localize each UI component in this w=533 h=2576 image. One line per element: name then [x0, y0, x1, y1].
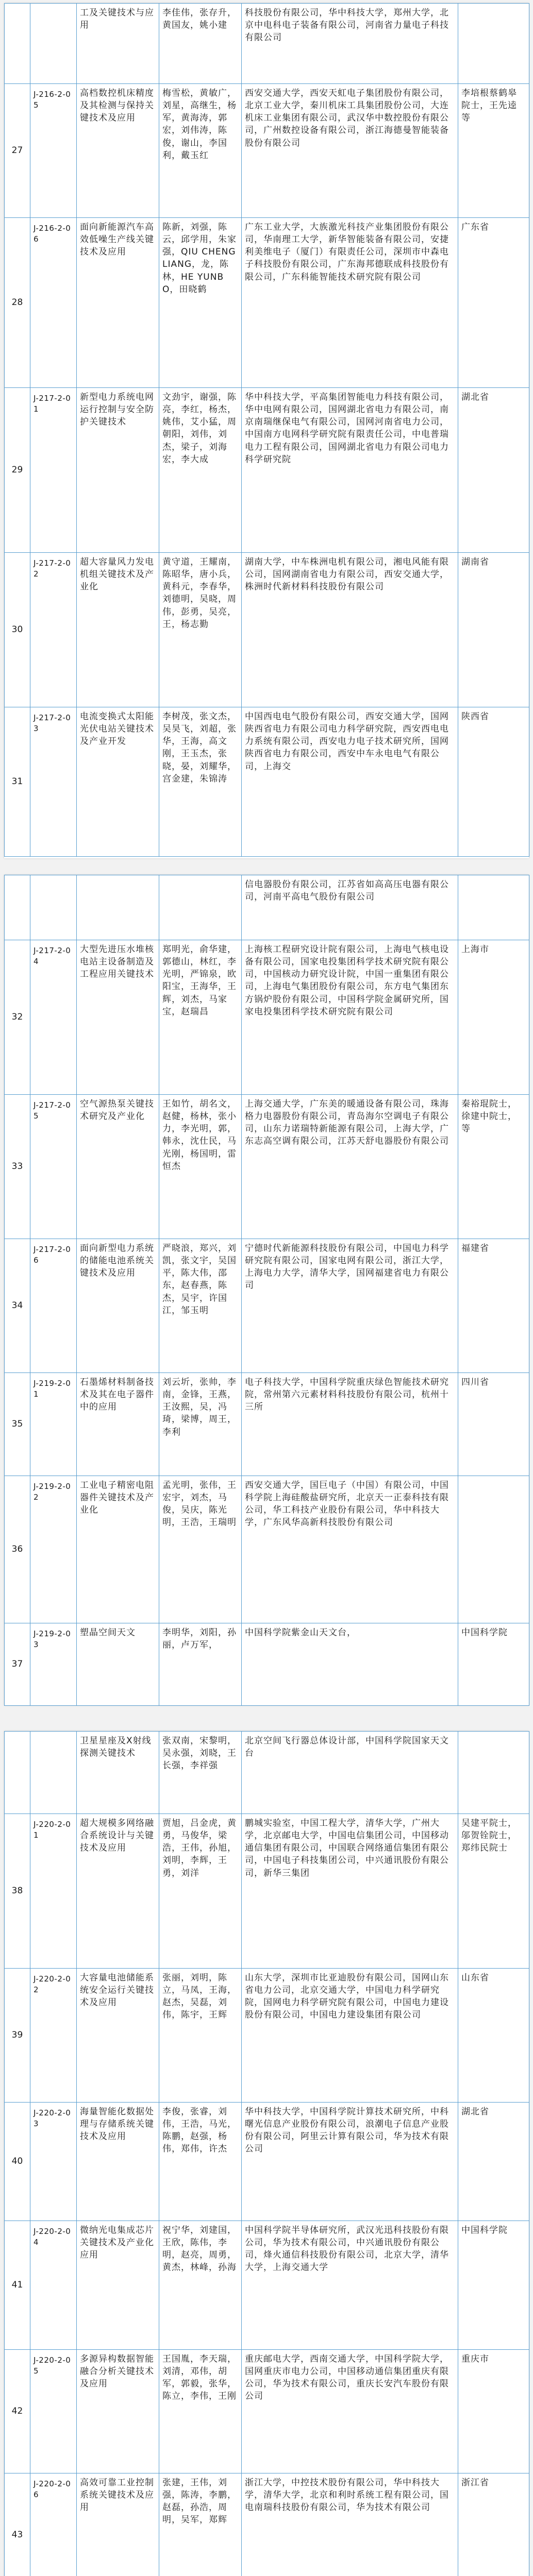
cell-people: 李明华，刘阳，孙丽，卢万军，	[159, 1623, 242, 1706]
cell-no: 43	[5, 2473, 30, 2576]
cell-title: 超大规模多网络融合系统设计与关键技术及应用	[77, 1814, 159, 1969]
cell-recommender: 重庆市	[458, 2350, 529, 2473]
cell-orgs: 华中科技大学，中国科学院计算技术研究所，中科曙光信息产业股份有限公司，浪潮电子信息产业股份有限公司，阿里云计算有限公司，华为技术有限公司	[242, 2103, 458, 2221]
cell-no: 32	[5, 940, 30, 1095]
cell-recommender: 湖北省	[458, 388, 529, 553]
table-row	[5, 2350, 529, 2473]
cell-code	[30, 4, 77, 84]
cell-orgs: 西安交通大学，国巨电子（中国）有限公司，中国科学院上海硅酸盐研究所，北京天一正泰科技有限公司，华工科技产业股份有限公司，华中科技大学，广东风华高新科技股份有限公司	[242, 1476, 458, 1623]
cell-no	[5, 4, 30, 84]
cell-people	[159, 875, 242, 940]
cell-code: J-220-2-03	[30, 2103, 77, 2221]
cell-no: 36	[5, 1476, 30, 1623]
cell-recommender	[458, 1476, 529, 1623]
cell-people: 张建，王伟，刘强，陈涛，李鹏，赵磊，孙浩，周明，吴军，郑辉	[159, 2473, 242, 2576]
cell-recommender: 中国科学院	[458, 1623, 529, 1706]
cell-no: 40	[5, 2103, 30, 2221]
cell-code: J-220-2-02	[30, 1969, 77, 2103]
table-row	[5, 1095, 529, 1239]
table-row	[5, 553, 529, 707]
cell-people: 刘云圻，张帅，李南，金锋，王燕，王汝熙，吴，冯琦，梁博，周王，李利	[159, 1373, 242, 1476]
table-row	[5, 1814, 529, 1969]
cell-code: J-217-2-04	[30, 940, 77, 1095]
cell-recommender	[458, 1732, 529, 1814]
cell-people: 张丽，刘明，陈立，马凤，王海，赵杰，吴磊，刘伟，陈宇，王辉	[159, 1969, 242, 2103]
cell-orgs: 电子科技大学，中国科学院重庆绿色智能技术研究院，常州第六元素材料科技股份有限公司，杭州十三所	[242, 1373, 458, 1476]
cell-orgs: 中国科学院紫金山天文台，	[242, 1623, 458, 1706]
cell-code	[30, 875, 77, 940]
cell-people: 黄守道，王耀南，陈昭华，唐小兵，黄科元，李春华，刘德明，吴晓，周伟，彭勇，吴亮，王，杨志勤	[159, 553, 242, 707]
cell-no: 41	[5, 2221, 30, 2350]
cell-people: 梅雪松，黄敏广，刘星，高继生，杨军，黄海涛，郭宏，刘伟涛，陈俊，谢山，李国利，戴玉红	[159, 84, 242, 218]
table-row	[5, 1476, 529, 1623]
cell-no: 34	[5, 1239, 30, 1373]
cell-recommender: 浙江省	[458, 2473, 529, 2576]
table-row	[5, 1239, 529, 1373]
cell-title: 大型先进压水堆核电站主设备制造及工程应用关键技术	[77, 940, 159, 1095]
cell-recommender	[458, 875, 529, 940]
cell-code: J-217-2-06	[30, 1239, 77, 1373]
cell-no: 27	[5, 84, 30, 218]
cell-orgs: 上海核工程研究设计院有限公司，上海电气核电设备有限公司，国家电投集团科学技术研究院有限公司，中国核动力研究设计院，中国一重集团有限公司，上海电气集团股份有限公司，东方电气集团东方锅炉股份有限公司，中国科学院金属研究所，国家电投集团科学技术研究院有限公司	[242, 940, 458, 1095]
cell-code: J-217-2-02	[30, 553, 77, 707]
cell-recommender: 秦裕琨院士，徐建中院士，等	[458, 1095, 529, 1239]
cell-no: 35	[5, 1373, 30, 1476]
cell-people: 郑明光，俞华建，郭德山，林红，李光明，严锦泉，欧阳宝，王海华，王辉，刘杰，马家宝，赵瑞昌	[159, 940, 242, 1095]
cell-code: J-219-2-02	[30, 1476, 77, 1623]
cell-orgs: 湖南大学，中车株洲电机有限公司，湘电风能有限公司，国网湖南省电力有限公司，西安交通大学，株洲时代新材料科技股份有限公司	[242, 553, 458, 707]
cell-people: 陈新，刘强，陈云，邱学用，朱家强，QIU CHENGLIANG，龙，陈林，HE YUNBO，田晓鹤	[159, 218, 242, 388]
cell-people: 李树茂，张文杰，吴昊飞，刘超，张华，王海，高文刚，王玉杰，张晓，晏，刘耀华，宫金建，朱锦涛	[159, 707, 242, 857]
cell-no: 42	[5, 2350, 30, 2473]
cell-people: 贾旭，吕金虎，黄勇，马俊华，梁浩，王伟，孙旭，刘明，李辉，王勇，刘洋	[159, 1814, 242, 1969]
cell-people: 张双南，宋黎明，吴永强，刘晓，王长强，李祥强	[159, 1732, 242, 1814]
cell-no: 28	[5, 218, 30, 388]
cell-orgs: 中国西电电气股份有限公司，西安交通大学，国网陕西省电力有限公司电力科学研究院，西安西电电力系统有限公司，西安电力电子技术研究所，国网陕西省电力有限公司，西安中车永电电气有限公司，上海交	[242, 707, 458, 857]
cell-recommender: 湖南省	[458, 553, 529, 707]
results-table-1	[4, 3, 529, 857]
cell-title: 海量智能化数据处理与存储系统关键技术及应用	[77, 2103, 159, 2221]
cell-title: 面向新型电力系统的储能电池系统关键技术及应用	[77, 1239, 159, 1373]
cell-title: 电流变换式太阳能光伏电站关键技术及产业开发	[77, 707, 159, 857]
cell-title: 微纳光电集成芯片关键技术及产业化应用	[77, 2221, 159, 2350]
cell-code: J-220-2-04	[30, 2221, 77, 2350]
table-row	[5, 875, 529, 940]
cell-code: J-220-2-06	[30, 2473, 77, 2576]
cell-title: 新型电力系统电网运行控制与安全防护关键技术	[77, 388, 159, 553]
cell-orgs: 鹏城实验室，中国工程大学，清华大学，广州大学，北京邮电大学，中国电信集团公司，中国移动通信集团有限公司，中国联合网络通信集团有限公司，中国电子科技集团公司，中兴通讯股份有限公司，新华三集团	[242, 1814, 458, 1969]
cell-title: 空气源热泵关键技术研究及产业化	[77, 1095, 159, 1239]
cell-title: 超大容量风力发电机组关键技术及产业化	[77, 553, 159, 707]
table-row	[5, 388, 529, 553]
table-row	[5, 218, 529, 388]
cell-recommender	[458, 4, 529, 84]
cell-recommender: 广东省	[458, 218, 529, 388]
table-row	[5, 1373, 529, 1476]
table-row	[5, 2103, 529, 2221]
cell-title: 卫星星座及X射线探测关键技术	[77, 1732, 159, 1814]
table-row	[5, 1969, 529, 2103]
cell-no: 30	[5, 553, 30, 707]
cell-no	[5, 875, 30, 940]
table-row	[5, 1732, 529, 1814]
cell-code: J-220-2-05	[30, 2350, 77, 2473]
table-row	[5, 1623, 529, 1706]
cell-recommender: 山东省	[458, 1969, 529, 2103]
page-3	[4, 1731, 529, 2576]
cell-code: J-217-2-01	[30, 388, 77, 553]
table-row	[5, 84, 529, 218]
page-1	[4, 3, 529, 858]
cell-no: 39	[5, 1969, 30, 2103]
cell-code: J-219-2-01	[30, 1373, 77, 1476]
results-table-2	[4, 875, 529, 1706]
table-row	[5, 4, 529, 84]
cell-code: J-220-2-01	[30, 1814, 77, 1969]
cell-orgs: 科技股份有限公司，华中科技大学，郑州大学，北京中电科电子装备有限公司，河南省力量电子科技有限公司	[242, 4, 458, 84]
cell-title: 面向新能源汽车高效低噪生产线关键技术及应用	[77, 218, 159, 388]
cell-people: 文劲宇，谢强，陈亮，李红，杨杰，姚伟，艾小猛，周朝阳，刘伟，刘杰，梁子，刘海宏，李大成	[159, 388, 242, 553]
table-row	[5, 2473, 529, 2576]
cell-recommender: 四川省	[458, 1373, 529, 1476]
cell-code: J-217-2-03	[30, 707, 77, 857]
cell-title: 大容量电池储能系统安全运行关键技术及应用	[77, 1969, 159, 2103]
cell-orgs: 北京空间飞行器总体设计部，中国科学院国家天文台	[242, 1732, 458, 1814]
cell-orgs: 广东工业大学，大族激光科技产业集团股份有限公司，华南理工大学，新华智能装备有限公司，安捷利美维电子（厦门）有限责任公司，深圳市中森电子科技股份有限公司，广东海邦德联成科技股份有限公司，广东科能智能技术研究院有限公司	[242, 218, 458, 388]
table-row	[5, 940, 529, 1095]
cell-code: J-217-2-05	[30, 1095, 77, 1239]
cell-code: J-219-2-03	[30, 1623, 77, 1706]
cell-code	[30, 1732, 77, 1814]
cell-people: 李佳伟，张存升，黄国友，姚小建	[159, 4, 242, 84]
cell-title: 多源异构数据智能融合分析关键技术及应用	[77, 2350, 159, 2473]
page-2	[4, 875, 529, 1705]
cell-recommender: 上海市	[458, 940, 529, 1095]
cell-recommender: 福建省	[458, 1239, 529, 1373]
cell-recommender: 湖北省	[458, 2103, 529, 2221]
cell-no: 37	[5, 1623, 30, 1706]
cell-recommender: 李培根蔡鹤皋院士，王先逵等	[458, 84, 529, 218]
cell-orgs: 山东大学，深圳市比亚迪股份有限公司，国网山东省电力公司，北京交通大学，中国电力科学研究院，国网电力科学研究院有限公司，中国电力建设股份有限公司，中国电力建设集团有限公司	[242, 1969, 458, 2103]
cell-recommender: 陕西省	[458, 707, 529, 857]
cell-orgs: 中国科学院半导体研究所，武汉光迅科技股份有限公司，华为技术有限公司，中兴通讯股份有限公司，烽火通信科技股份有限公司，北京大学，清华大学，上海交通大学	[242, 2221, 458, 2350]
cell-no: 33	[5, 1095, 30, 1239]
cell-no	[5, 1732, 30, 1814]
cell-orgs: 浙江大学，中控技术股份有限公司，华中科技大学，清华大学，北京和利时系统工程有限公司，国电南瑞科技股份有限公司，华为技术有限公司	[242, 2473, 458, 2576]
cell-orgs: 西安交通大学，西安天虹电子集团股份有限公司，北京工业大学，秦川机床工具集团股份公司，大连机床工业集团有限公司，武汉华中数控股份有限公司，广州数控设备有限公司，浙江海德曼智能装备股份有限公司	[242, 84, 458, 218]
results-table-3	[4, 1731, 529, 2576]
cell-no: 31	[5, 707, 30, 857]
cell-title: 工业电子精密电阻器件关键技术及产业化	[77, 1476, 159, 1623]
cell-people: 王国胤，李天瑞，刘清，邓伟，胡军，郭毅，张华，陈立，李伟，王刚	[159, 2350, 242, 2473]
cell-people: 李俊，张睿，刘伟，王浩，马光，陈鹏，赵强，杨伟，郑伟，许杰	[159, 2103, 242, 2221]
cell-title: 高档数控机床精度及其检测与保持关键技术及应用	[77, 84, 159, 218]
cell-people: 严晓浪，郑兴，刘凯，张文宇，吴国平，陈大伟，邵东，赵春燕，陈杰，吴宇，许国江，邹玉明	[159, 1239, 242, 1373]
cell-title: 高效可靠工业控制系统关键技术及应用	[77, 2473, 159, 2576]
cell-orgs: 华中科技大学，平高集团智能电力科技有限公司，华中电网有限公司，国网湖北省电力有限公司，南京南瑞继保电气有限公司，国网河南省电力公司，中国南方电网科学研究院有限责任公司，中电普瑞电力工程有限公司，国网湖北省电力有限公司电力科学研究院	[242, 388, 458, 553]
cell-title: 石墨烯材料制备技术及其在电子器件中的应用	[77, 1373, 159, 1476]
cell-code: J-216-2-06	[30, 218, 77, 388]
cell-orgs: 重庆邮电大学，西南交通大学，中国科学院大学，国网重庆市电力公司，中国移动通信集团重庆有限公司，华为技术有限公司，重庆长安汽车股份有限公司	[242, 2350, 458, 2473]
cell-people: 王如竹，胡名文，赵健，杨林，张小力，李光明，郭，韩永，沈仕民，马光刚，杨国明，雷恒杰	[159, 1095, 242, 1239]
cell-orgs: 上海交通大学，广东美的暖通设备有限公司，珠海格力电器股份有限公司，青岛海尔空调电子有限公司，山东力诺瑞特新能源有限公司，上海大学，广东志高空调有限公司，江苏天舒电器股份有限公司	[242, 1095, 458, 1239]
cell-people: 孟光明，张伟，王宏宇，刘杰，马俊，吴庆，陈光明，王浩，王瑞明	[159, 1476, 242, 1623]
cell-code: J-216-2-05	[30, 84, 77, 218]
cell-title	[77, 875, 159, 940]
table-row	[5, 2221, 529, 2350]
cell-no: 38	[5, 1814, 30, 1969]
cell-people: 祝宁华，刘建国，王欣，陈伟，李明，赵亮，周勇，黄杰，林峰，孙海	[159, 2221, 242, 2350]
cell-orgs: 信电器股份有限公司，江苏省如高高压电器有限公司，河南平高电气股份有限公司	[242, 875, 458, 940]
table-row	[5, 707, 529, 857]
cell-no: 29	[5, 388, 30, 553]
cell-title: 工及关键技术与应用	[77, 4, 159, 84]
cell-orgs: 宁德时代新能源科技股份有限公司，中国电力科学研究院有限公司，国家电网有限公司，浙江大学，上海电力大学，清华大学，国网福建省电力有限公司	[242, 1239, 458, 1373]
cell-recommender: 吴建平院士，邬贺铨院士，郑纬民院士	[458, 1814, 529, 1969]
cell-recommender: 中国科学院	[458, 2221, 529, 2350]
cell-title: 塑晶空间天文	[77, 1623, 159, 1706]
